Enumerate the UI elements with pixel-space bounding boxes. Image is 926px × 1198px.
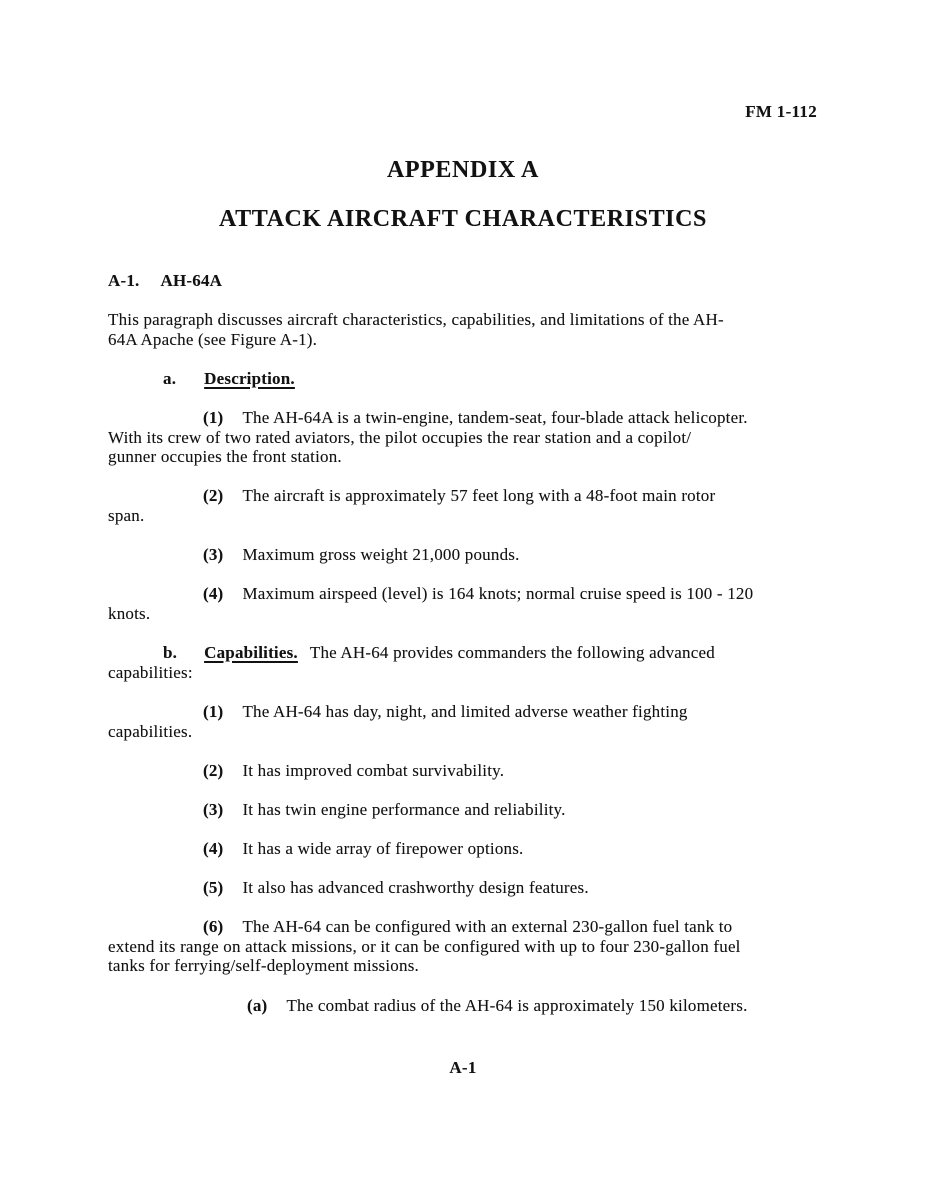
text-line (108, 428, 824, 448)
text-segment: The AH-64 provides commanders the following advanced (309, 643, 715, 663)
paragraph-a3 (108, 545, 824, 565)
item-label: b. (163, 643, 178, 663)
item-label: (a) (247, 995, 268, 1015)
paragraph-b3 (108, 800, 824, 820)
paragraph-b5 (108, 878, 824, 898)
run-in-heading: Description. (204, 368, 295, 388)
text-segment: gunner occupies the front station. (108, 447, 342, 467)
text-line (108, 506, 824, 526)
item-label: (3) (203, 545, 224, 565)
item-label: (4) (203, 584, 224, 604)
text-line (108, 604, 824, 624)
text-line (108, 310, 824, 330)
paragraph-a-description (108, 369, 824, 389)
text-line (108, 722, 824, 742)
text-segment: The aircraft is approximately 57 feet long with a 48-foot main rotor (242, 486, 716, 506)
text-segment: It also has advanced crashworthy design features. (242, 877, 589, 897)
section-heading (108, 271, 222, 291)
text-line (108, 917, 824, 937)
text-line (108, 545, 824, 565)
run-in-heading: Capabilities. (204, 643, 298, 663)
text-line (108, 663, 824, 683)
text-line (108, 702, 824, 722)
text-line (108, 800, 824, 820)
text-segment: capabilities. (108, 721, 193, 741)
text-line (108, 486, 824, 506)
text-segment: The AH-64A is a twin-engine, tandem-seat, four-blade attack helicopter. (242, 407, 748, 427)
paragraph-a1 (108, 408, 824, 467)
text-segment: This paragraph discusses aircraft characteristics, capabilities, and limitations of the AH- (108, 310, 724, 329)
text-line (108, 369, 824, 389)
section-title: AH-64A (160, 271, 223, 290)
text-segment: It has twin engine performance and reliability. (242, 799, 566, 819)
text-segment: extend its range on attack missions, or it can be configured with up to four 230-gallon fuel (108, 936, 741, 956)
paragraph-b-capabilities (108, 643, 824, 682)
doc-number: FM 1-112 (745, 102, 817, 121)
text-segment: Maximum airspeed (level) is 164 knots; normal cruise speed is 100 - 120 (242, 584, 754, 604)
text-line (108, 330, 824, 350)
item-label: (1) (203, 407, 224, 427)
appendix-title: APPENDIX A (386, 157, 539, 183)
paragraph-b2 (108, 761, 824, 781)
text-line (108, 839, 824, 859)
section-number: A-1. (108, 271, 140, 290)
item-label: (6) (203, 917, 224, 937)
text-line (108, 643, 824, 663)
item-label: a. (163, 368, 177, 388)
text-segment: It has improved combat survivability. (242, 760, 505, 780)
item-label: (2) (203, 486, 224, 506)
text-line (108, 937, 824, 957)
text-segment: The AH-64 can be configured with an external 230-gallon fuel tank to (242, 917, 733, 937)
text-segment: It has a wide array of firepower options. (242, 838, 524, 858)
text-line (108, 584, 824, 604)
paragraph-intro (108, 310, 824, 349)
paragraph-b1 (108, 702, 824, 741)
paragraph-b4 (108, 839, 824, 859)
text-line (108, 761, 824, 781)
paragraph-b6 (108, 917, 824, 976)
text-segment: 64A Apache (see Figure A-1). (108, 329, 318, 349)
text-segment: The combat radius of the AH-64 is approximately 150 kilometers. (286, 995, 748, 1015)
text-segment: Maximum gross weight 21,000 pounds. (242, 545, 520, 565)
text-segment: The AH-64 has day, night, and limited adverse weather fighting (242, 701, 688, 721)
item-label: (2) (203, 760, 224, 780)
text-line (108, 408, 824, 428)
item-label: (1) (203, 701, 224, 721)
text-segment: knots. (108, 603, 151, 623)
text-segment: tanks for ferrying/self-deployment missions. (108, 956, 419, 976)
paragraph-a4 (108, 584, 824, 623)
item-label: (3) (203, 799, 224, 819)
item-label: (5) (203, 877, 224, 897)
page-number: A-1 (449, 1058, 477, 1077)
text-line (108, 447, 824, 467)
text-segment: With its crew of two rated aviators, the pilot occupies the rear station and a copilot/ (108, 427, 692, 447)
paragraph-a2 (108, 486, 824, 525)
text-line (108, 996, 824, 1016)
appendix-subtitle: ATTACK AIRCRAFT CHARACTERISTICS (218, 206, 708, 232)
document-body (108, 310, 824, 1015)
text-line (108, 956, 824, 976)
text-line (108, 878, 824, 898)
text-segment: span. (108, 506, 145, 526)
item-label: (4) (203, 838, 224, 858)
text-segment: capabilities: (108, 662, 193, 682)
paragraph-b6a (108, 996, 824, 1016)
